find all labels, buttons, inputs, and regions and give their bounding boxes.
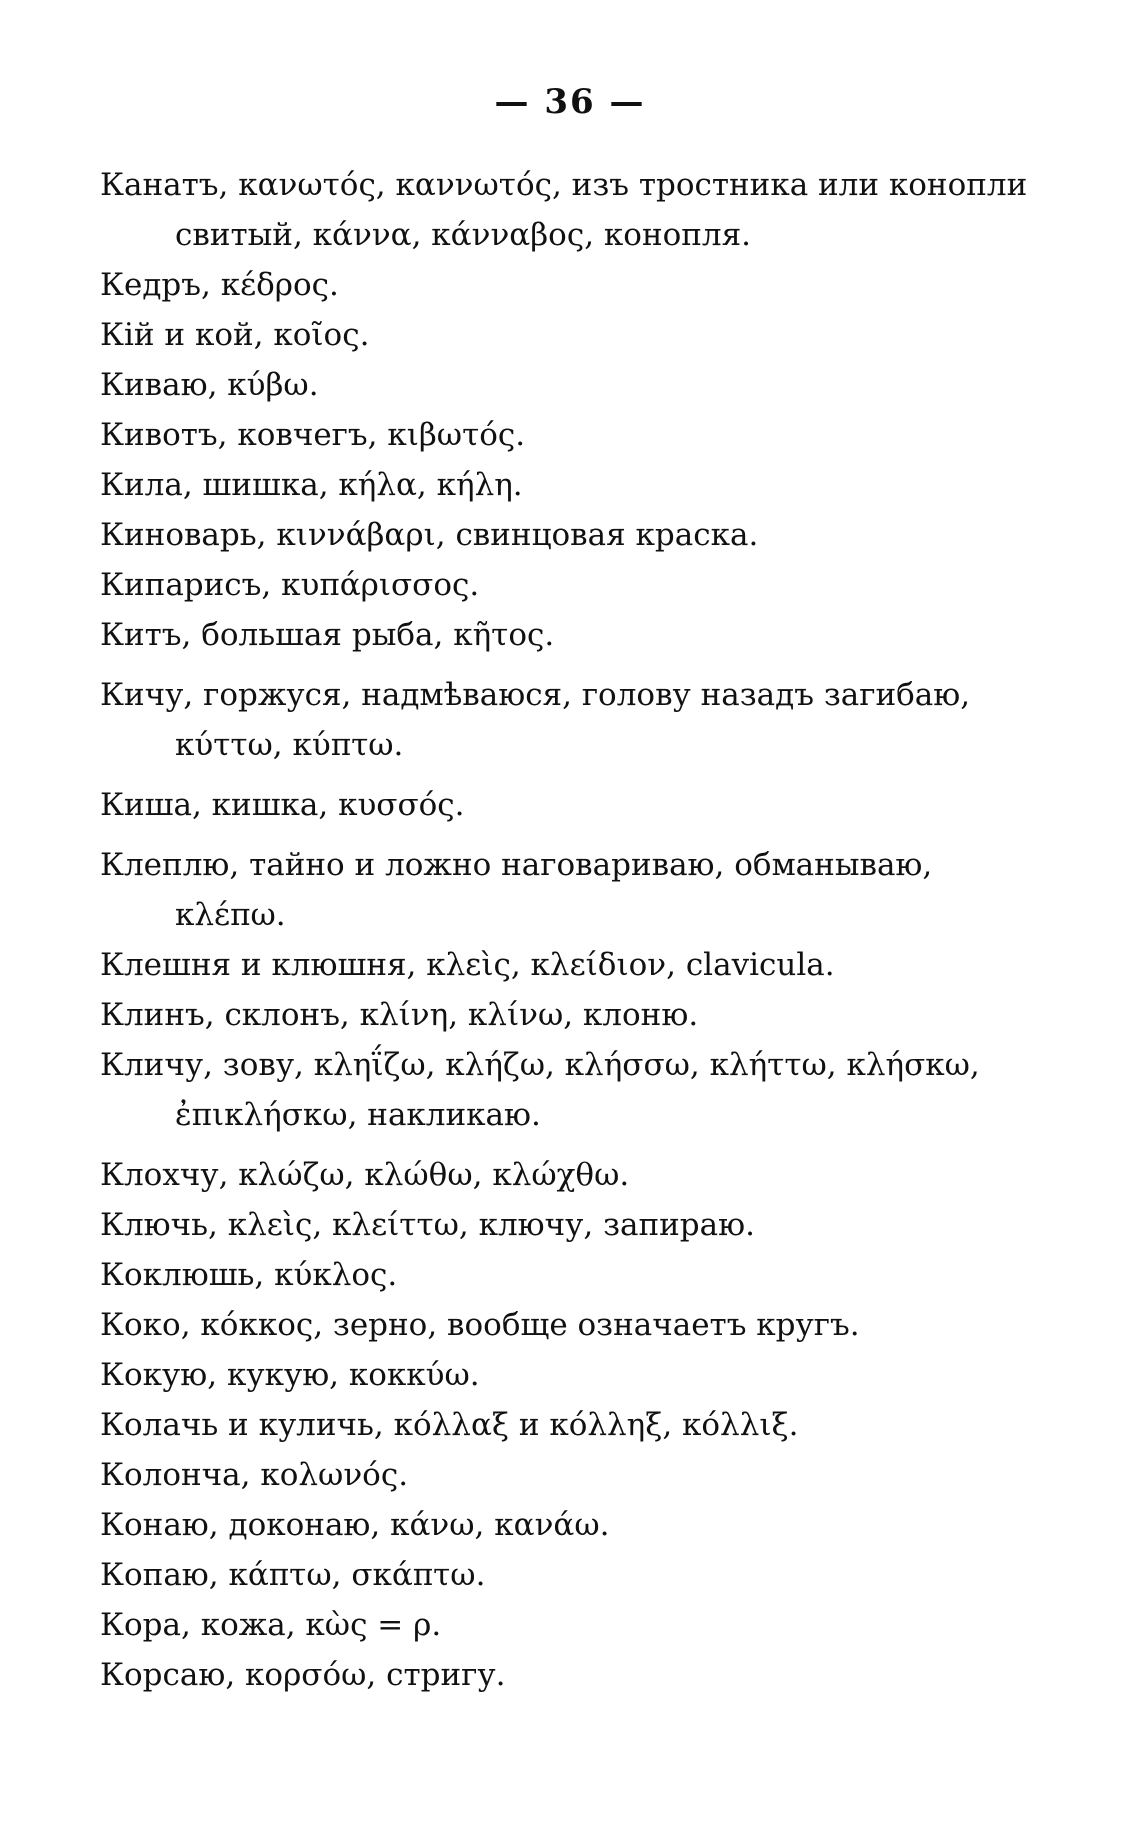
- entry: [100, 940, 1110, 990]
- entry-line: Канатъ, κανωτός, καννωτός, изъ тростника или конопли: [100, 167, 1028, 203]
- entry: [100, 1500, 1110, 1550]
- entry: [100, 610, 1110, 660]
- entry-line: Коклюшь, κύκλος.: [100, 1257, 398, 1293]
- entry-line: Колонча, κολωνός.: [100, 1457, 409, 1493]
- entry: [100, 310, 1110, 360]
- entry-line: Кличу, зову, κληΐζω, κλήζω, κλήσσω, κλήττω, κλήσκω,: [100, 1047, 980, 1083]
- entry-line: Кора, кожа, κὼς = ρ.: [100, 1607, 442, 1643]
- entry-line: Ключь, κλεὶς, κλείττω, ключу, запираю.: [100, 1207, 755, 1243]
- entry-line: Колачь и куличь, κόλλαξ и κόλληξ, κόλλιξ.: [100, 1407, 799, 1443]
- page-number: — 36 —: [494, 82, 646, 122]
- entry: [100, 510, 1110, 560]
- entry: [100, 460, 1110, 510]
- entry: [100, 1150, 1110, 1200]
- entry-line: Кокую, кукую, κοκκύω.: [100, 1357, 480, 1393]
- entry: [100, 1450, 1110, 1500]
- entry: [100, 670, 1110, 770]
- entry-continuation: κλέπω.: [175, 897, 286, 933]
- dictionary-entries: [100, 160, 1110, 1700]
- entry-line: Кила, шишка, κήλα, κήλη.: [100, 467, 523, 503]
- entry-line: Кивотъ, ковчегъ, κιβωτός.: [100, 417, 526, 453]
- entry: [100, 1650, 1110, 1700]
- entry: [100, 1300, 1110, 1350]
- entry-continuation: κύττω, κύπτω.: [175, 727, 404, 763]
- entry-line: Клохчу, κλώζω, κλώθω, κλώχθω.: [100, 1157, 630, 1193]
- entry: [100, 410, 1110, 460]
- entry-line: Китъ, большая рыба, κῆτος.: [100, 617, 555, 653]
- entry-line: Кичу, горжуся, надмѣваюся, голову назадъ загибаю,: [100, 677, 971, 713]
- entry: [100, 160, 1110, 260]
- entry-continuation: ἐπικλήσκω, накликаю.: [175, 1097, 541, 1133]
- entry-line: Копаю, κάπτω, σκάπτω.: [100, 1557, 486, 1593]
- entry-line: Конаю, доконаю, κάνω, κανάω.: [100, 1507, 610, 1543]
- entry: [100, 1550, 1110, 1600]
- entry-line: Клеплю, тайно и ложно наговариваю, обманываю,: [100, 847, 933, 883]
- entry: [100, 990, 1110, 1040]
- entry-line: Киша, кишка, κυσσός.: [100, 787, 465, 823]
- entry: [100, 1250, 1110, 1300]
- entry-line: Кипарисъ, κυπάρισσος.: [100, 567, 480, 603]
- entry: [100, 1200, 1110, 1250]
- entry-line: Клешня и клюшня, κλεὶς, κλείδιον, clavicula.: [100, 947, 835, 983]
- entry: [100, 840, 1110, 940]
- entry-line: Кедръ, κέδρος.: [100, 267, 339, 303]
- entry-line: Клинъ, склонъ, κλίνη, κλίνω, клоню.: [100, 997, 699, 1033]
- entry: [100, 560, 1110, 610]
- entry-line: Киваю, κύβω.: [100, 367, 319, 403]
- entry: [100, 1400, 1110, 1450]
- entry: [100, 780, 1110, 830]
- entry-line: Корсаю, κορσόω, стригу.: [100, 1657, 506, 1693]
- entry: [100, 260, 1110, 310]
- entry-continuation: свитый, κάννα, κάνναβος, конопля.: [175, 217, 752, 253]
- entry: [100, 360, 1110, 410]
- entry-line: Киноварь, κιννάβαρι, свинцовая краска.: [100, 517, 759, 553]
- entry: [100, 1350, 1110, 1400]
- entry-line: Коко, κόκκος, зерно, вообще означаетъ кругъ.: [100, 1307, 860, 1343]
- entry: [100, 1600, 1110, 1650]
- entry-line: Кій и кой, κοῖος.: [100, 317, 370, 353]
- entry: [100, 1040, 1110, 1140]
